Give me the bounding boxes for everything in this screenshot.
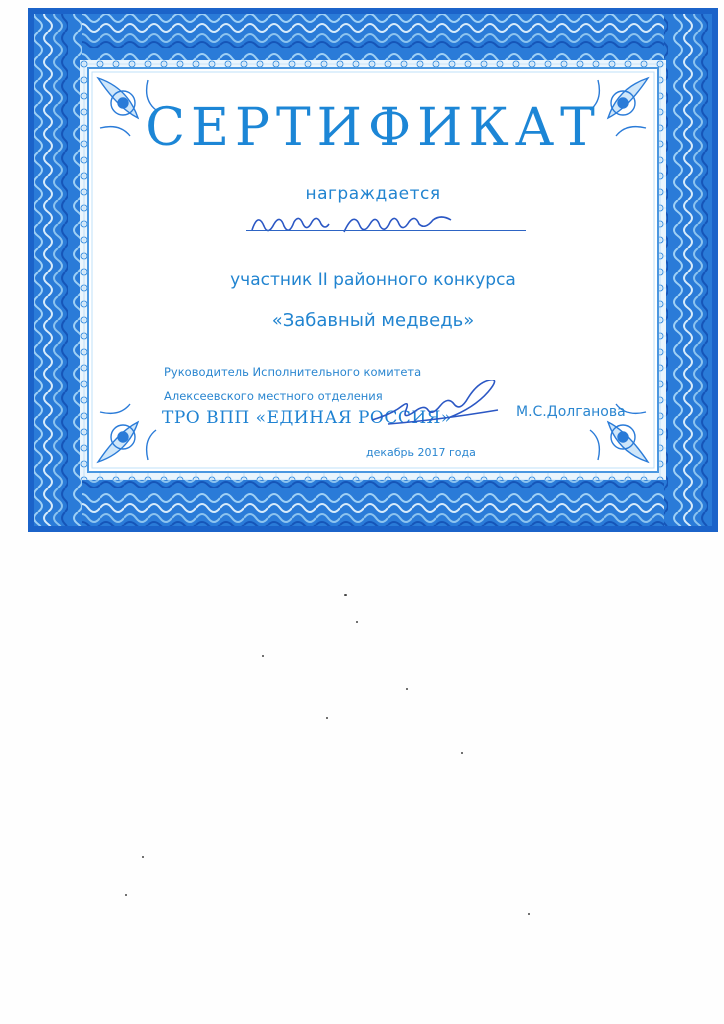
scan-speck [356,621,358,623]
scan-speck [142,856,144,858]
scan-speck [125,894,127,896]
issuer-line-3: ТРО ВПП «ЕДИНАЯ РОССИЯ» [162,408,452,428]
issuer-line-1: Руководитель Исполнительного комитета [164,365,422,379]
recipient-name-line [246,230,526,231]
official-signature [368,380,518,440]
recipient-name-handwriting [248,206,518,242]
certificate [28,8,718,532]
issuer-line-2: Алексеевского местного отделения [164,389,383,403]
contest-name: «Забавный медведь» [271,310,475,331]
scan-speck [326,717,328,719]
scan-speck [262,655,264,657]
signatory-name: М.С.Долганова [516,404,626,420]
scan-speck [528,913,530,915]
issue-date: декабрь 2017 года [366,446,476,459]
certificate-title: СЕРТИФИКАТ [145,98,601,158]
awarded-label: награждается [305,184,441,204]
scan-speck [461,752,463,754]
participant-text: участник II районного конкурса [230,270,516,290]
scan-speck [344,594,347,596]
scan-speck [406,688,408,690]
